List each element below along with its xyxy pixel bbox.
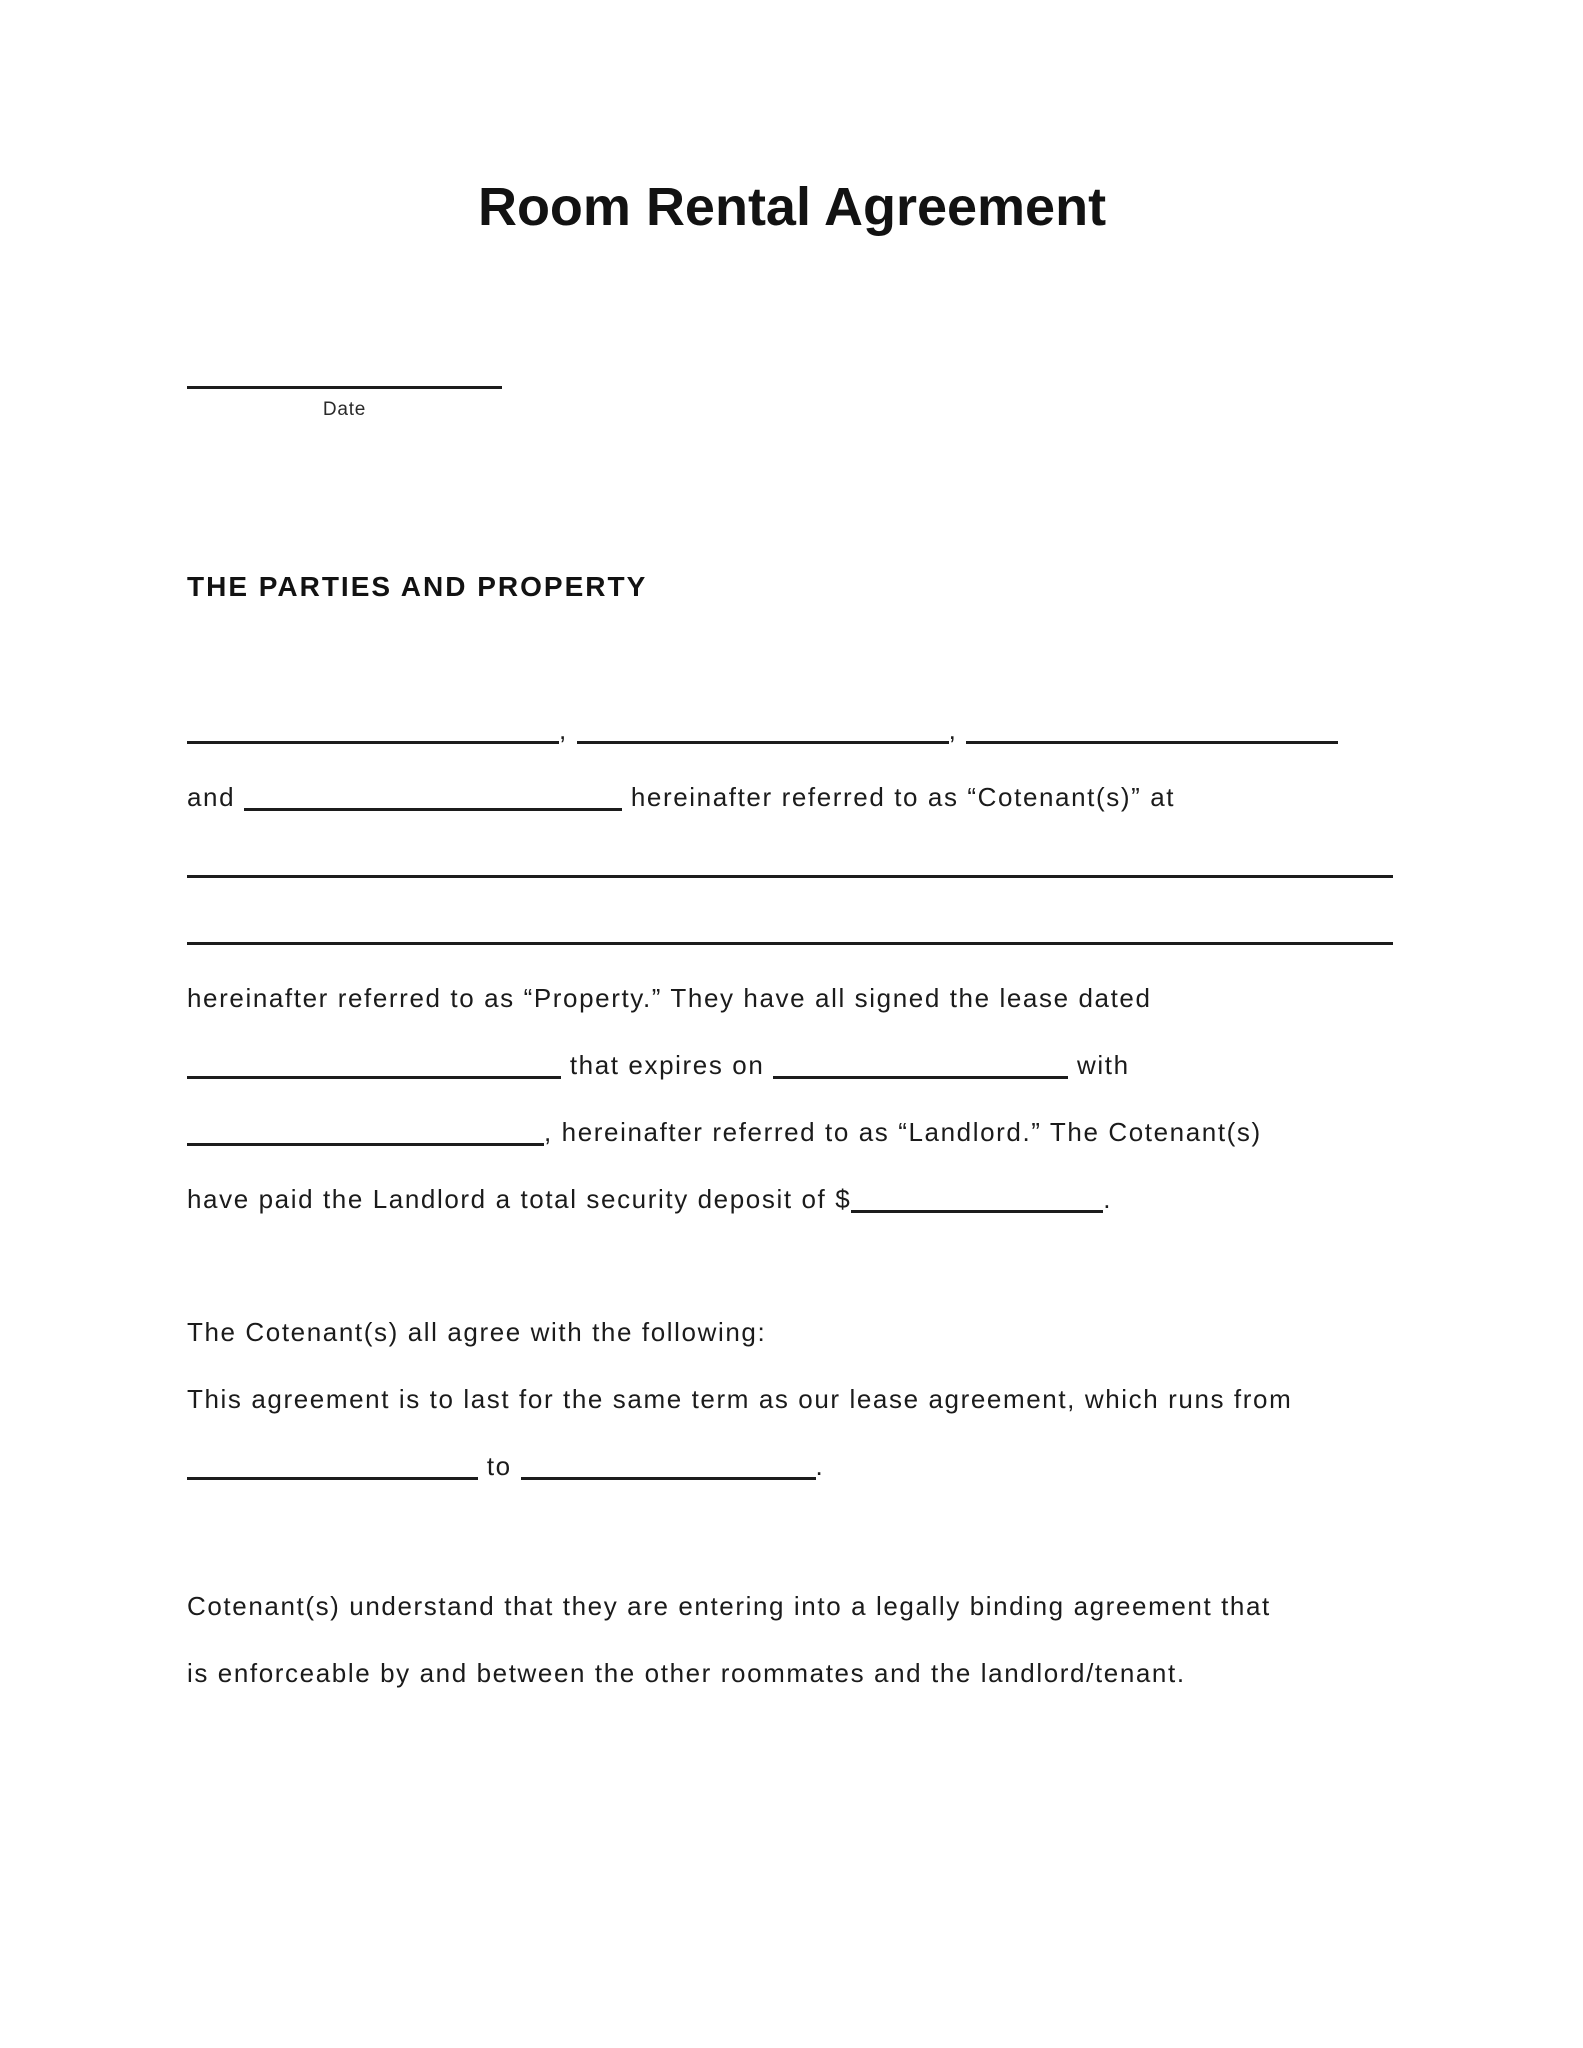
agree-clause-line [187,1299,1397,1366]
landlord-clause-line [187,1099,1397,1166]
name-separator-comma: , [559,715,568,746]
deposit-clause-text: have paid the Landlord a total security deposit of $ [187,1184,852,1215]
term-end-date-blank[interactable] [521,1477,816,1480]
date-blank-line[interactable] [187,386,502,389]
to-label: to [486,1451,512,1482]
deposit-amount-blank[interactable] [851,1210,1103,1213]
deposit-period: . [1103,1184,1113,1215]
expiration-date-blank[interactable] [773,1076,1068,1079]
cotenant-name-2-blank[interactable] [577,741,949,744]
property-clause-text: hereinafter referred to as “Property.” They have all signed the lease dated [187,983,1152,1014]
term-clause-text: This agreement is to last for the same term as our lease agreement, which runs from [187,1384,1293,1415]
security-deposit-line [187,1166,1397,1233]
cotenant-name-1-blank[interactable] [187,741,559,744]
term-start-date-blank[interactable] [187,1477,478,1480]
name-separator-comma: , [948,715,958,746]
property-address-line-2 [187,898,1397,965]
document-title: Room Rental Agreement [477,177,1107,237]
cotenant-clause-line [187,764,1397,831]
date-field [187,386,1397,422]
landlord-name-blank[interactable] [187,1143,544,1146]
expires-clause-text: that expires on [569,1050,765,1081]
binding-clause-text-2: is enforceable by and between the other roommates and the landlord/tenant. [187,1658,1186,1689]
property-address-line-1 [187,831,1397,898]
binding-clause-line-1 [187,1573,1397,1640]
binding-clause-text-1: Cotenant(s) understand that they are entering into a legally binding agreement that [187,1591,1271,1622]
cotenant-name-3-blank[interactable] [966,741,1338,744]
property-address-blank-1[interactable] [187,875,1393,878]
and-label: and [187,782,236,813]
cotenant-clause-text: hereinafter referred to as “Cotenant(s)” at [630,782,1176,813]
lease-expiration-line [187,1032,1397,1099]
lease-date-blank[interactable] [187,1076,561,1079]
term-dates-line [187,1433,1397,1500]
date-label: Date [322,399,367,421]
term-period: . [815,1451,825,1482]
term-clause-line [187,1366,1397,1433]
agree-clause-text: The Cotenant(s) all agree with the following: [187,1317,767,1348]
property-address-blank-2[interactable] [187,942,1393,945]
property-clause-line [187,965,1397,1032]
cotenant-names-line [187,697,1397,764]
document-body [187,697,1397,1707]
binding-clause-line-2 [187,1640,1397,1707]
with-label: with [1077,1050,1130,1081]
cotenant-name-4-blank[interactable] [244,808,622,811]
landlord-clause-text: , hereinafter referred to as “Landlord.” The Cotenant(s) [544,1117,1262,1148]
section-heading: THE PARTIES AND PROPERTY [187,570,648,602]
